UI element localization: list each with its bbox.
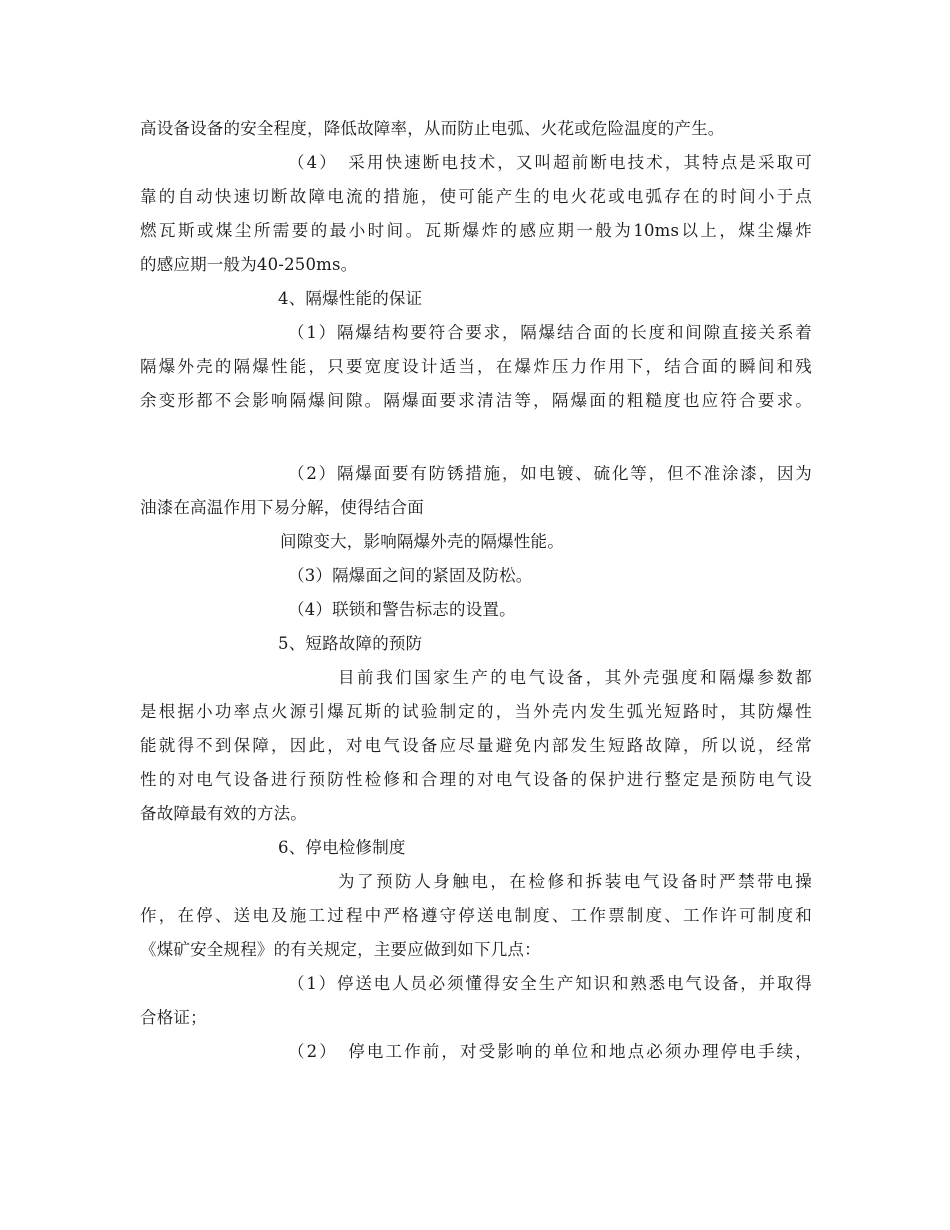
paragraph-line: （2）隔爆面要有防锈措施，如电镀、硫化等，但不准涂漆，因为 (288, 464, 812, 483)
paragraph-line: 作，在停、送电及施工过程中严格遵守停送电制度、工作票制度、工作许可制度和 (140, 906, 812, 925)
paragraph-line: 靠的自动快速切断故障电流的措施，使可能产生的电火花或电弧存在的时间小于点 (140, 187, 812, 206)
paragraph-line: 性的对电气设备进行预防性检修和合理的对电气设备的保护进行整定是预防电气设 (140, 770, 812, 789)
paragraph-line: 为了预防人身触电，在检修和拆装电气设备时严禁带电操 (338, 872, 812, 891)
paragraph-line: 备故障最有效的方法。 (140, 804, 307, 823)
paragraph-line: 的感应期一般为40-250ms。 (140, 255, 358, 274)
section-heading-4: 4、隔爆性能的保证 (278, 289, 423, 308)
paragraph-line: 余变形都不会影响隔爆间隙。隔爆面要求清洁等，隔爆面的粗糙度也应符合要求。 (140, 391, 812, 410)
paragraph-line: （3）隔爆面之间的紧固及防松。 (288, 566, 533, 585)
paragraph-line: 燃瓦斯或煤尘所需要的最小时间。瓦斯爆炸的感应期一般为10ms以上，煤尘爆炸 (140, 221, 812, 240)
paragraph-line: （2） 停电工作前，对受影响的单位和地点必须办理停电手续， (288, 1042, 812, 1061)
paragraph-line: 《煤矿安全规程》的有关规定，主要应做到如下几点： (140, 940, 541, 959)
paragraph-line: 是根据小功率点火源引爆瓦斯的试验制定的，当外壳内发生弧光短路时，其防爆性 (140, 702, 812, 721)
paragraph-line: （1）隔爆结构要符合要求，隔爆结合面的长度和间隙直接关系着 (288, 323, 812, 342)
paragraph-line: 目前我们国家生产的电气设备，其外壳强度和隔爆参数都 (338, 668, 812, 687)
paragraph-line: 合格证； (140, 1008, 207, 1027)
paragraph-line: 隔爆外壳的隔爆性能，只要宽度设计适当，在爆炸压力作用下，结合面的瞬间和残 (140, 357, 812, 376)
paragraph-line: 高设备设备的安全程度，降低故障率，从而防止电弧、火花或危险温度的产生。 (140, 119, 725, 138)
item-4-heading-line: （4） 采用快速断电技术，又叫超前断电技术，其特点是采取可 (288, 153, 812, 172)
paragraph-line: （4）联锁和警告标志的设置。 (288, 600, 516, 619)
paragraph-line: 间隙变大，影响隔爆外壳的隔爆性能。 (280, 532, 564, 551)
section-heading-5: 5、短路故障的预防 (278, 634, 423, 653)
paragraph-line: （1）停送电人员必须懂得安全生产知识和熟悉电气设备，并取得 (288, 974, 812, 993)
paragraph-line: 油漆在高温作用下易分解，使得结合面 (140, 498, 424, 517)
paragraph-line: 能就得不到保障，因此，对电气设备应尽量避免内部发生短路故障，所以说，经常 (140, 736, 812, 755)
section-heading-6: 6、停电检修制度 (278, 838, 406, 857)
